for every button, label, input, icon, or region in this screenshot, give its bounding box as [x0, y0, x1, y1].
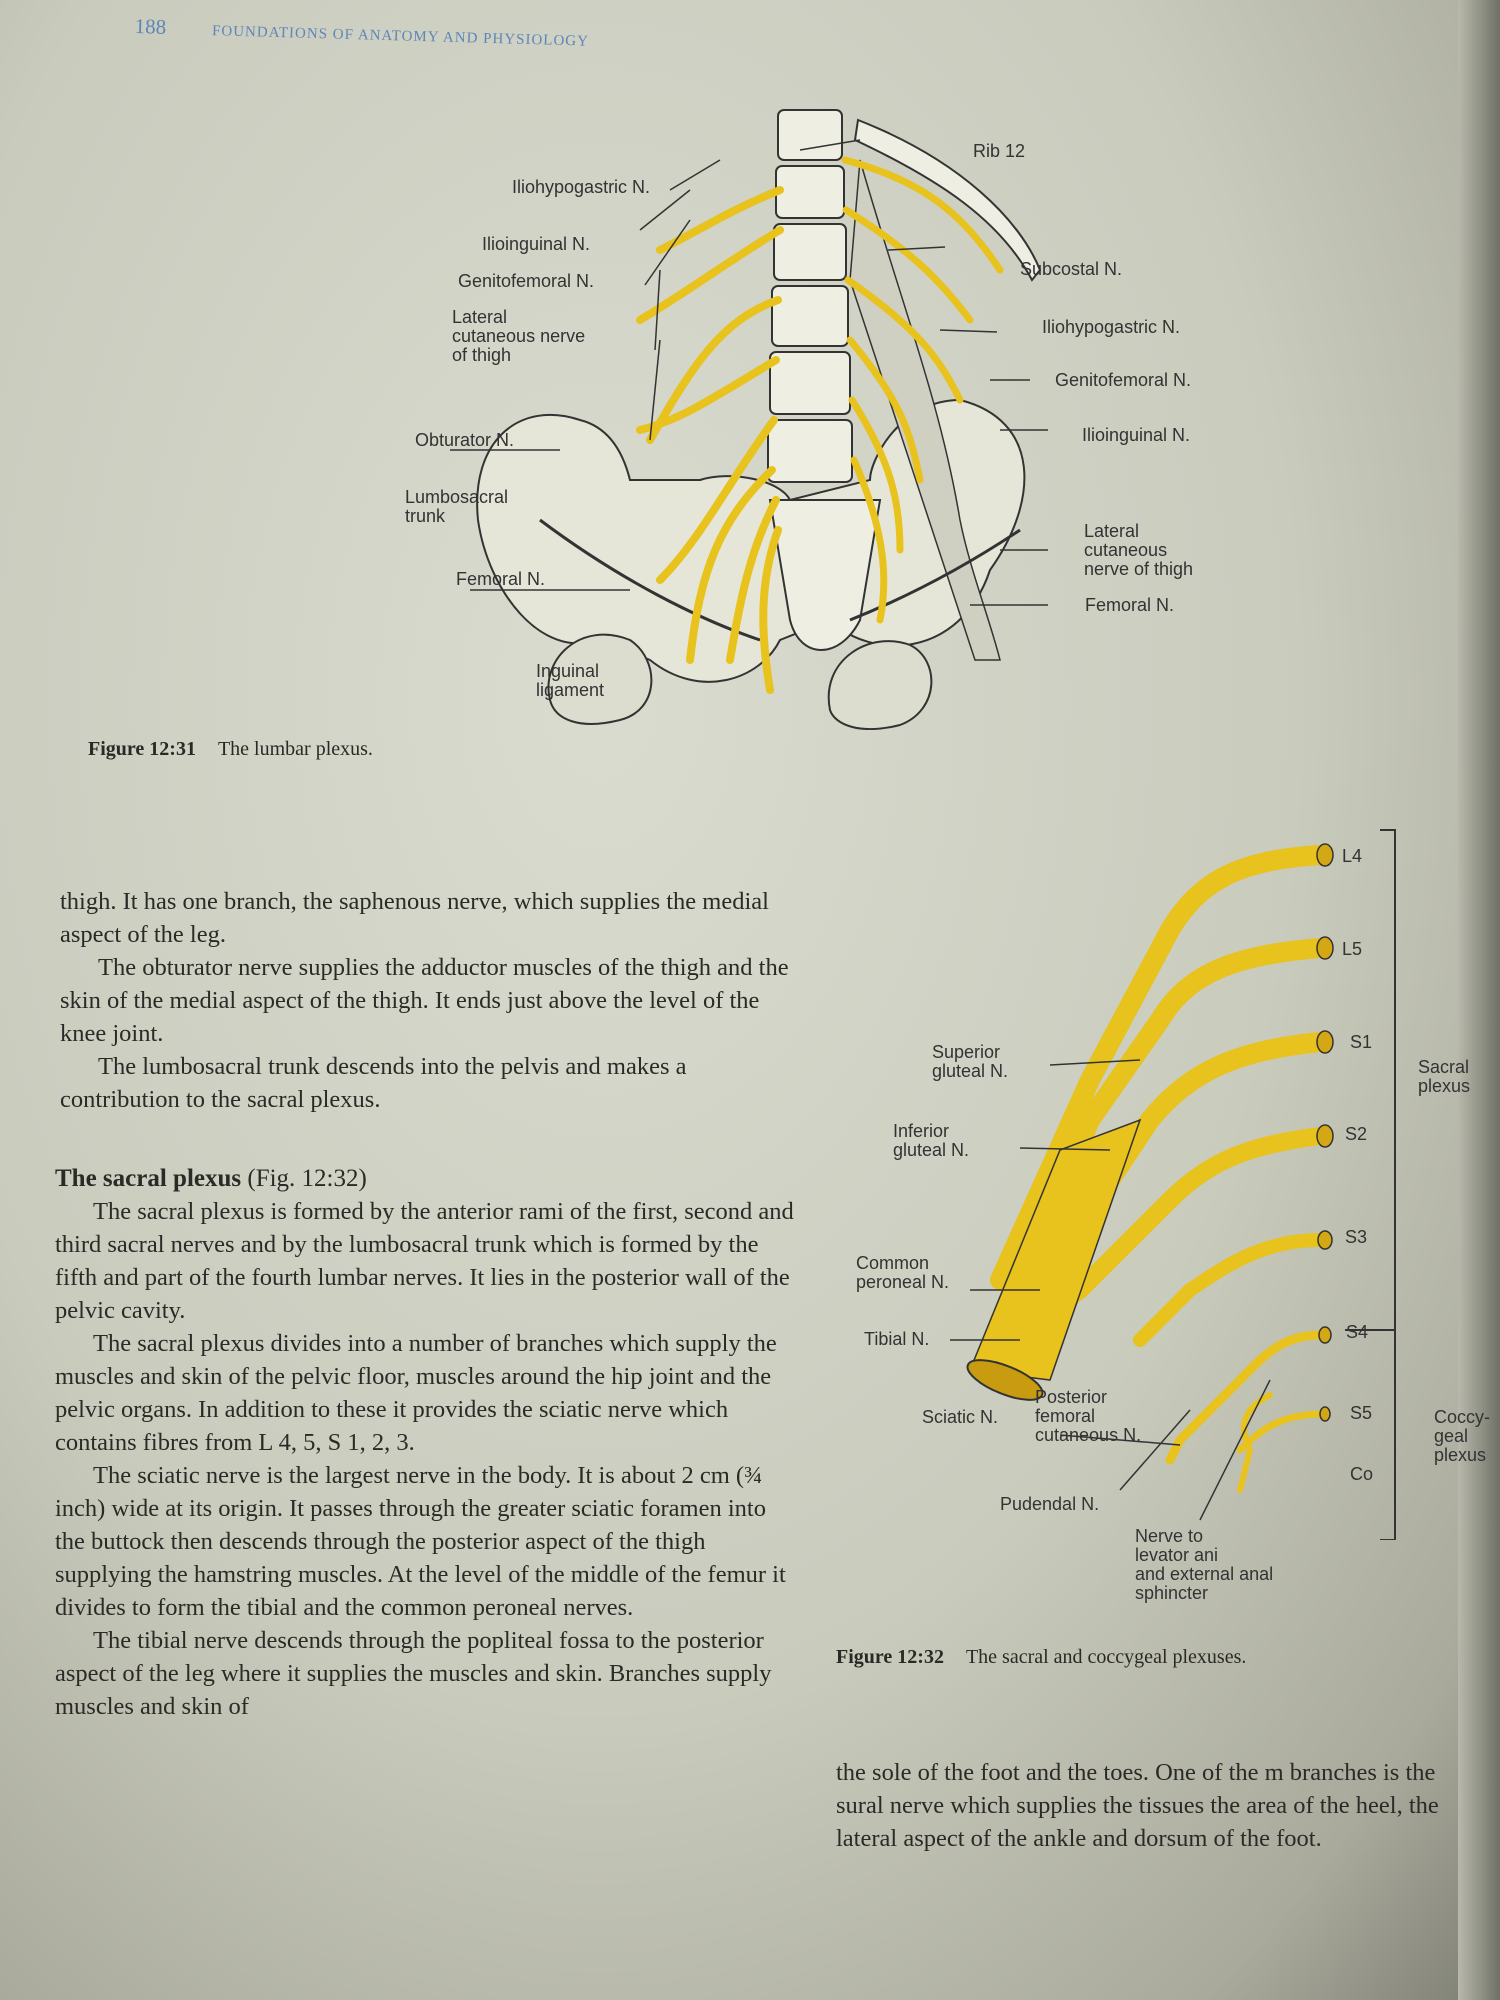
page-number: 188 [134, 14, 167, 39]
figure-12-31-caption: Figure 12:31 The lumbar plexus. [88, 738, 373, 760]
root-terminals [1317, 844, 1333, 1421]
paragraph-sural: the sole of the foot and the toes. One of the m branches is the sural nerve which supplies the tissues the area of the heel, the lateral aspect of the ankle and dorsum of the foot. [836, 1759, 1439, 1852]
label-common-peroneal: Common peroneal N. [856, 1253, 950, 1292]
running-title: FOUNDATIONS OF ANATOMY AND PHYSIOLOGY [211, 23, 590, 50]
paragraph-sciatic: The sciatic nerve is the largest nerve in the body. It is about 2 cm (¾ inch) wide at its origin. It passes through the greater sciatic foramen into the buttock then descends through the posterior aspect of the thigh supplying the hamstring muscles. At the level of the middle of the femur it divides to form the tibial and the common peroneal nerves. [55, 1462, 786, 1621]
label-pudendal: Pudendal N. [1000, 1494, 1100, 1514]
sacral-plexus-illustration [940, 820, 1420, 1540]
label-ilioinguinal-right: Ilioinguinal N. [1082, 425, 1191, 445]
label-ilioinguinal-left: Ilioinguinal N. [482, 234, 591, 254]
paragraph-saphenous: thigh. It has one branch, the saphenous nerve, which supplies the medial aspect of the leg. [60, 888, 769, 948]
label-femoral-left: Femoral N. [456, 569, 546, 589]
label-genitofemoral-left: Genitofemoral N. [458, 271, 595, 291]
label-superior-gluteal: Superior gluteal N. [932, 1042, 1009, 1081]
label-femoral-right: Femoral N. [1085, 595, 1175, 615]
paragraph-sacral-branches: The sacral plexus divides into a number of branches which supply the muscles and skin of the pelvic floor, muscles around the hip joint and the pelvic organs. In addition to these it provides the sciatic nerve which contains fibres from L 4, 5, S 1, 2, 3. [55, 1330, 777, 1456]
body-text-right [836, 1756, 1476, 1855]
body-text-left-lower [55, 1162, 795, 1723]
label-coccygeal-plexus: Coccy- geal plexus [1434, 1407, 1491, 1465]
sacral-leader-lines [950, 1060, 1270, 1520]
section-heading-sacral-plexus: The sacral plexus (Fig. 12:32) [55, 1165, 367, 1192]
paragraph-obturator: The obturator nerve supplies the adductor muscles of the thigh and the skin of the medial aspect of the thigh. It ends just above the level of the knee joint. [60, 954, 789, 1047]
paragraph-lumbosacral: The lumbosacral trunk descends into the pelvis and makes a contribution to the sacral plexus. [60, 1053, 687, 1113]
lumbar-plexus-illustration [400, 100, 1100, 730]
label-lumbosacral-trunk: Lumbosacral trunk [405, 487, 509, 526]
label-obturator: Obturator N. [415, 430, 515, 450]
plexus-brackets [1345, 830, 1395, 1540]
running-header [134, 14, 589, 52]
label-sacral-plexus: Sacral plexus [1418, 1057, 1471, 1096]
label-tibial: Tibial N. [864, 1329, 930, 1349]
root-label-s5: S5 [1350, 1403, 1373, 1423]
label-iliohypogastric-left: Iliohypogastric N. [512, 177, 651, 197]
label-posterior-femoral-cutaneous: Posterior femoral cutaneous N. [1035, 1387, 1142, 1445]
label-inguinal-ligament: Inguinal ligament [536, 661, 605, 700]
paragraph-tibial: The tibial nerve descends through the popliteal fossa to the posterior aspect of the leg where it supplies the muscles and skin. Branches supply muscles and skin of [55, 1627, 772, 1720]
root-label-co: Co [1350, 1464, 1374, 1484]
label-lateral-cutaneous-right: Lateral cutaneous nerve of thigh [1084, 521, 1194, 579]
root-label-l4: L4 [1342, 846, 1363, 866]
pelvic-opening-right [829, 641, 932, 729]
label-inferior-gluteal: Inferior gluteal N. [893, 1121, 970, 1160]
label-nerve-to-levator-ani: Nerve to levator ani and external anal sphincter [1135, 1526, 1274, 1603]
label-lateral-cutaneous-left: Lateral cutaneous nerve of thigh [452, 307, 586, 365]
label-rib-12: Rib 12 [973, 141, 1026, 161]
paragraph-sacral-formation: The sacral plexus is formed by the anterior rami of the first, second and third sacral nerves and by the lumbosacral trunk which is formed by the fifth and part of the fourth lumbar nerves. It lies in the posterior wall of the pelvic cavity. [55, 1198, 794, 1324]
root-label-s2: S2 [1345, 1124, 1368, 1144]
label-iliohypogastric-right: Iliohypogastric N. [1042, 317, 1181, 337]
root-label-s3: S3 [1345, 1227, 1368, 1247]
label-subcostal: Subcostal N. [1020, 259, 1123, 279]
root-label-s4: S4 [1346, 1322, 1369, 1342]
root-label-l5: L5 [1342, 939, 1363, 959]
body-text-left-upper [60, 885, 795, 1116]
page-edge-shadow [1458, 0, 1500, 2000]
figure-12-32-caption: Figure 12:32 The sacral and coccygeal plexuses. [836, 1646, 1247, 1668]
root-label-s1: S1 [1350, 1032, 1373, 1052]
label-genitofemoral-right: Genitofemoral N. [1055, 370, 1192, 390]
label-sciatic: Sciatic N. [922, 1407, 999, 1427]
